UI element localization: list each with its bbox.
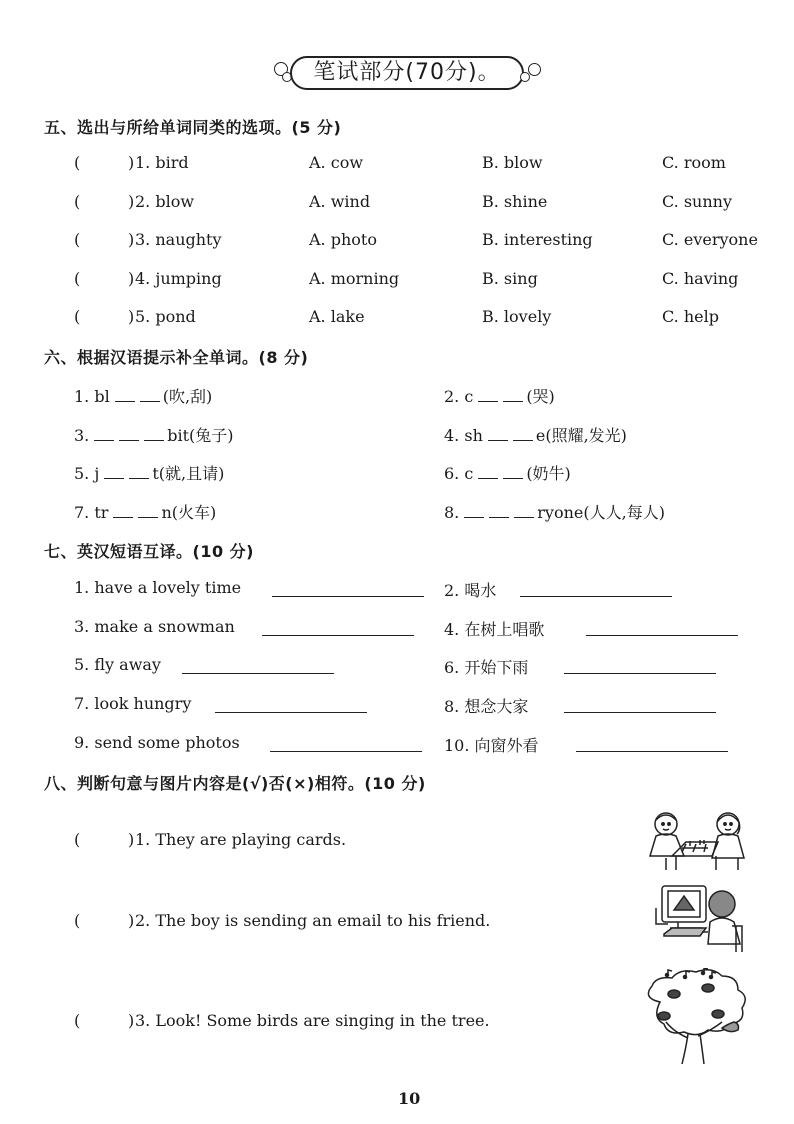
word-prefix: 5. j [74, 464, 100, 483]
letter-blank[interactable] [503, 464, 523, 479]
option-c[interactable]: C. sunny [662, 192, 733, 211]
option-b[interactable]: B. lovely [482, 307, 552, 326]
option-b[interactable]: B. interesting [482, 230, 593, 249]
question-word: 1. bird [135, 153, 189, 172]
word-prefix: 2. c [444, 387, 474, 406]
judge-sentence: 1. They are playing cards. [135, 830, 347, 849]
answer-paren-close: ) [128, 830, 135, 849]
birds-singing-in-tree-icon [638, 968, 750, 1066]
question-word: 5. pond [135, 307, 196, 326]
option-b[interactable]: B. blow [482, 153, 543, 172]
letter-blank[interactable] [478, 387, 498, 402]
letter-blank[interactable] [503, 387, 523, 402]
phrase-prompt: 7. look hungry [74, 694, 192, 713]
phrase-prompt: 4. 在树上唱歌 [444, 620, 545, 639]
word-fill-item [74, 461, 224, 484]
decor-circle [528, 63, 541, 76]
phrase-prompt: 9. send some photos [74, 733, 240, 752]
translation-answer-line[interactable] [215, 712, 367, 713]
answer-paren-close: ) [128, 192, 135, 211]
word-fill-item [74, 500, 216, 523]
word-suffix-hint: (吹,刮) [162, 387, 213, 406]
letter-blank[interactable] [129, 464, 149, 479]
word-fill-item [444, 461, 571, 484]
word-prefix: 7. tr [74, 503, 109, 522]
word-prefix: 1. bl [74, 387, 110, 406]
option-a[interactable]: A. lake [309, 307, 365, 326]
answer-paren-open: ( [74, 1011, 81, 1030]
phrase-prompt: 2. 喝水 [444, 581, 497, 600]
letter-blank[interactable] [488, 426, 508, 441]
phrase-prompt: 6. 开始下雨 [444, 658, 529, 677]
letter-blank[interactable] [138, 503, 158, 518]
option-c[interactable]: C. everyone [662, 230, 758, 249]
word-fill-item [74, 384, 212, 407]
letter-blank[interactable] [113, 503, 133, 518]
letter-blank[interactable] [119, 426, 139, 441]
option-a[interactable]: A. morning [309, 269, 400, 288]
answer-paren-close: ) [128, 269, 135, 288]
letter-blank[interactable] [513, 426, 533, 441]
question-word: 2. blow [135, 192, 195, 211]
word-suffix-hint: (哭) [526, 387, 555, 406]
children-playing-chess-icon [646, 808, 750, 872]
translation-answer-line[interactable] [564, 673, 716, 674]
option-c[interactable]: C. having [662, 269, 739, 288]
translation-answer-line[interactable] [586, 635, 738, 636]
letter-blank[interactable] [514, 503, 534, 518]
phrase-prompt: 10. 向窗外看 [444, 736, 539, 755]
answer-paren-close: ) [128, 911, 135, 930]
translation-answer-line[interactable] [272, 596, 424, 597]
phrase-prompt: 3. make a snowman [74, 617, 235, 636]
answer-paren-close: ) [128, 307, 135, 326]
word-fill-item [444, 423, 627, 446]
phrase-prompt: 8. 想念大家 [444, 697, 529, 716]
option-c[interactable]: C. help [662, 307, 719, 326]
phrase-prompt: 1. have a lovely time [74, 578, 242, 597]
answer-paren-open: ( [74, 911, 81, 930]
translation-answer-line[interactable] [270, 751, 422, 752]
word-prefix: 4. sh [444, 426, 483, 445]
option-a[interactable]: A. wind [309, 192, 371, 211]
letter-blank[interactable] [115, 387, 135, 402]
translation-answer-line[interactable] [182, 673, 334, 674]
section5-heading: 五、选出与所给单词同类的选项。(5 分) [44, 118, 342, 137]
answer-paren-open: ( [74, 192, 81, 211]
answer-paren-open: ( [74, 307, 81, 326]
option-a[interactable]: A. cow [309, 153, 364, 172]
section-title [272, 52, 544, 96]
word-suffix-hint: bit(兔子) [167, 426, 234, 445]
section8-heading: 八、判断句意与图片内容是(√)否(×)相符。(10 分) [44, 774, 426, 793]
translation-answer-line[interactable] [576, 751, 728, 752]
option-c[interactable]: C. room [662, 153, 726, 172]
answer-paren-close: ) [128, 1011, 135, 1030]
word-fill-item [74, 423, 234, 446]
letter-blank[interactable] [94, 426, 114, 441]
title-box [290, 56, 524, 90]
option-a[interactable]: A. photo [309, 230, 377, 249]
question-word: 4. jumping [135, 269, 222, 288]
answer-paren-open: ( [74, 830, 81, 849]
answer-paren-open: ( [74, 153, 81, 172]
translation-answer-line[interactable] [520, 596, 672, 597]
option-b[interactable]: B. sing [482, 269, 538, 288]
question-word: 3. naughty [135, 230, 222, 249]
word-prefix: 3. [74, 426, 90, 445]
word-suffix-hint: ryone(人人,每人) [537, 503, 665, 522]
section7-heading: 七、英汉短语互译。(10 分) [44, 542, 254, 561]
answer-paren-open: ( [74, 269, 81, 288]
section6-heading: 六、根据汉语提示补全单词。(8 分) [44, 348, 309, 367]
answer-paren-open: ( [74, 230, 81, 249]
letter-blank[interactable] [489, 503, 509, 518]
boy-at-computer-icon [650, 882, 750, 954]
word-prefix: 6. c [444, 464, 474, 483]
letter-blank[interactable] [144, 426, 164, 441]
word-suffix-hint: e(照耀,发光) [535, 426, 627, 445]
judge-sentence: 2. The boy is sending an email to his friend. [135, 911, 491, 930]
option-b[interactable]: B. shine [482, 192, 548, 211]
word-suffix-hint: n(火车) [161, 503, 217, 522]
page-number: 10 [398, 1089, 421, 1108]
word-suffix-hint: (奶牛) [526, 464, 571, 483]
letter-blank[interactable] [140, 387, 160, 402]
answer-paren-close: ) [128, 153, 135, 172]
letter-blank[interactable] [478, 464, 498, 479]
word-fill-item [444, 384, 555, 407]
word-suffix-hint: t(就,且请) [152, 464, 225, 483]
word-prefix: 8. [444, 503, 460, 522]
translation-answer-line[interactable] [262, 635, 414, 636]
letter-blank[interactable] [104, 464, 124, 479]
word-fill-item [444, 500, 665, 523]
answer-paren-close: ) [128, 230, 135, 249]
page-title: 笔试部分(70分)。 [313, 60, 501, 85]
translation-answer-line[interactable] [564, 712, 716, 713]
judge-sentence: 3. Look! Some birds are singing in the tree. [135, 1011, 490, 1030]
letter-blank[interactable] [464, 503, 484, 518]
phrase-prompt: 5. fly away [74, 655, 161, 674]
